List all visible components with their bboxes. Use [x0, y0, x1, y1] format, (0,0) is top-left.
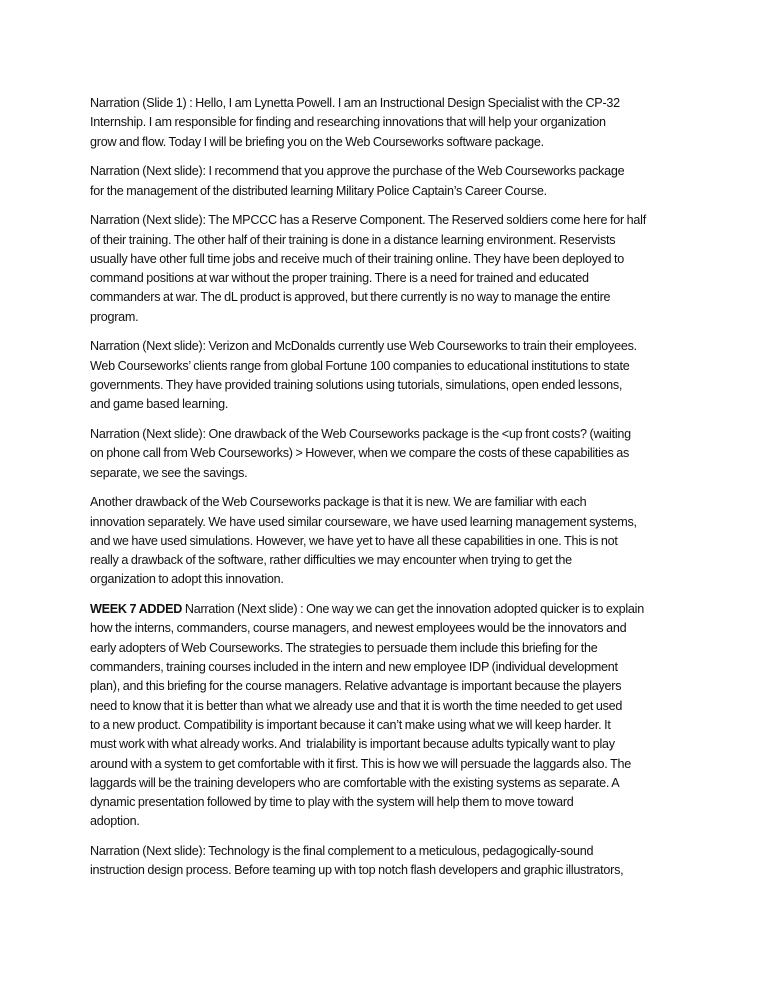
text-line — [90, 755, 690, 774]
paragraph — [90, 162, 690, 201]
paragraph — [90, 211, 690, 327]
line-text: program. — [90, 309, 139, 324]
line-text: laggards will be the training developers who are comfortable with the existing systems as separate. A — [90, 775, 620, 790]
line-text: really a drawback of the software, rather difficulties we may encounter when trying to get the — [90, 553, 572, 568]
line-text: separate, we see the savings. — [90, 465, 248, 480]
text-line — [90, 444, 690, 463]
bold-label: WEEK 7 ADDED — [90, 602, 183, 617]
text-line — [90, 231, 690, 250]
line-text: governments. They have provided training solutions using tutorials, simulations, open ended lessons, — [90, 378, 623, 393]
paragraph — [90, 94, 690, 152]
text-line — [90, 250, 690, 269]
text-line — [90, 395, 690, 414]
line-text: and game based learning. — [90, 397, 229, 412]
text-line — [90, 113, 690, 132]
text-line — [90, 308, 690, 327]
paragraph — [90, 337, 690, 414]
line-text: Narration (Next slide): Verizon and McDonalds currently use Web Courseworks to train their employees. — [90, 339, 637, 354]
text-line — [90, 658, 690, 677]
text-line — [90, 357, 690, 376]
text-line — [90, 774, 690, 793]
line-text: around with a system to get comfortable with it first. This is how we will persuade the laggards also. The — [90, 756, 632, 771]
text-line — [90, 600, 690, 619]
line-text: command positions at war without the proper training. There is a need for trained and educated — [90, 271, 589, 286]
paragraph — [90, 600, 690, 832]
text-line — [90, 812, 690, 831]
text-line — [90, 162, 690, 181]
line-text: commanders at war. The dL product is approved, but there currently is no way to manage the entire — [90, 290, 611, 305]
line-text: early adopters of Web Courseworks. The strategies to persuade them include this briefing for the — [90, 640, 598, 655]
line-text: plan), and this briefing for the course managers. Relative advantage is important because the players — [90, 679, 622, 694]
text-line — [90, 570, 690, 589]
line-text: Narration (Next slide): One drawback of the Web Courseworks package is the <up front costs? (waiting — [90, 427, 631, 442]
text-line — [90, 182, 690, 201]
line-text: Internship. I am responsible for finding and researching innovations that will help your organization — [90, 115, 606, 130]
line-text: organization to adopt this innovation. — [90, 572, 284, 587]
text-line — [90, 639, 690, 658]
text-line — [90, 842, 690, 861]
text-line — [90, 133, 690, 152]
line-text: adoption. — [90, 814, 140, 829]
line-text: to a new product. Compatibility is important because it can’t make using what we will keep harder. It — [90, 717, 611, 732]
line-text: Another drawback of the Web Courseworks package is that it is new. We are familiar with each — [90, 495, 587, 510]
text-line — [90, 464, 690, 483]
line-text: Narration (Next slide): The MPCCC has a Reserve Component. The Reserved soldiers come here for half — [90, 213, 646, 228]
line-text: Web Courseworks’ clients range from global Fortune 100 companies to educational institutions to state — [90, 358, 630, 373]
line-text: must work with what already works. And trialability is important because adults typically want to play — [90, 737, 615, 752]
text-line — [90, 337, 690, 356]
text-line — [90, 425, 690, 444]
text-line — [90, 861, 690, 880]
line-text: of their training. The other half of their training is done in a distance learning environment. Reservists — [90, 232, 616, 247]
line-text: for the management of the distributed learning Military Police Captain’s Career Course. — [90, 183, 547, 198]
text-line — [90, 513, 690, 532]
line-text: Narration (Next slide) : One way we can get the innovation adopted quicker is to explain — [182, 602, 644, 617]
line-text: Narration (Next slide): Technology is the final complement to a meticulous, pedagogically-sound — [90, 844, 594, 859]
line-text: usually have other full time jobs and receive much of their training online. They have been deployed to — [90, 251, 624, 266]
document-page — [90, 94, 690, 891]
line-text: need to know that it is better than what we already use and that it is worth the time needed to get used — [90, 698, 623, 713]
text-line — [90, 619, 690, 638]
text-line — [90, 288, 690, 307]
line-text: grow and flow. Today I will be briefing you on the Web Courseworks software package. — [90, 134, 544, 149]
line-text: Narration (Next slide): I recommend that you approve the purchase of the Web Courseworks package — [90, 164, 625, 179]
text-line — [90, 697, 690, 716]
text-line — [90, 493, 690, 512]
line-text: on phone call from Web Courseworks) > However, when we compare the costs of these capabilities as — [90, 446, 630, 461]
text-line — [90, 716, 690, 735]
text-line — [90, 211, 690, 230]
paragraph — [90, 425, 690, 483]
line-text: and we have used simulations. However, we have yet to have all these capabilities in one. This is not — [90, 533, 618, 548]
paragraph — [90, 493, 690, 589]
line-text: innovation separately. We have used similar courseware, we have used learning management systems, — [90, 514, 637, 529]
text-line — [90, 735, 690, 754]
paragraph — [90, 842, 690, 881]
text-line — [90, 677, 690, 696]
line-text: commanders, training courses included in the intern and new employee IDP (individual development — [90, 660, 618, 675]
text-line — [90, 376, 690, 395]
line-text: dynamic presentation followed by time to play with the system will help them to move toward — [90, 795, 574, 810]
line-text: Narration (Slide 1) : Hello, I am Lynetta Powell. I am an Instructional Design Specialist with the CP-32 — [90, 96, 620, 110]
text-line — [90, 269, 690, 288]
text-line — [90, 793, 690, 812]
text-line — [90, 94, 690, 113]
text-line — [90, 551, 690, 570]
line-text: instruction design process. Before teaming up with top notch flash developers and graphic illustrators, — [90, 863, 624, 878]
line-text: how the interns, commanders, course managers, and newest employees would be the innovators and — [90, 621, 627, 636]
text-line — [90, 532, 690, 551]
